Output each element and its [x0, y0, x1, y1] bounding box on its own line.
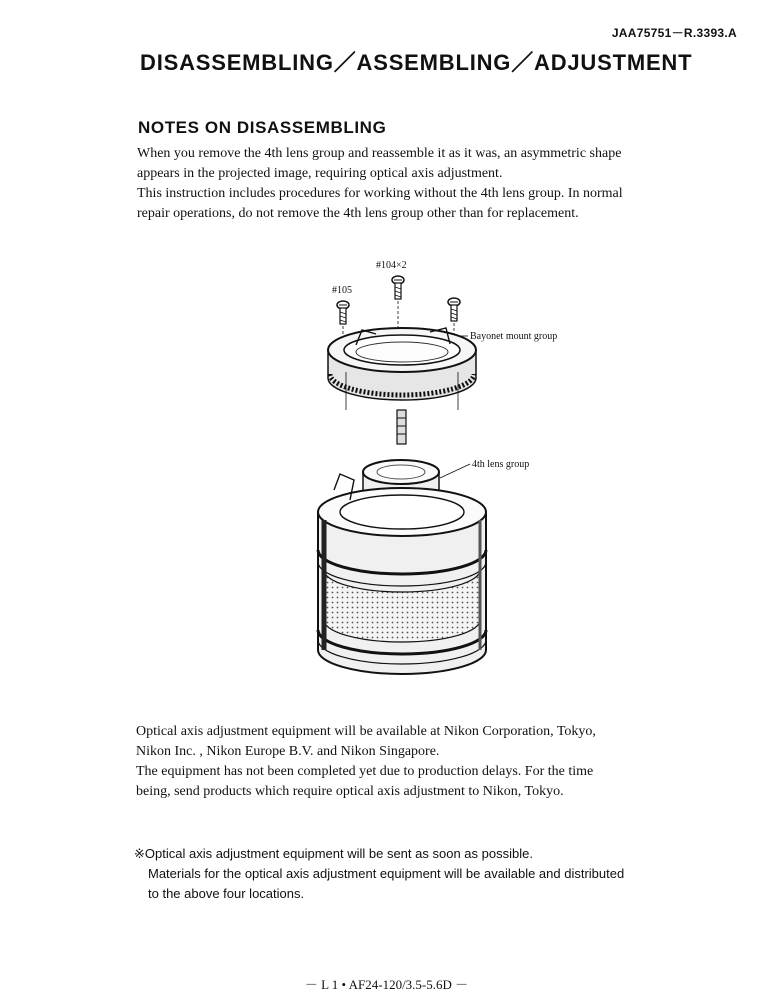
note-line-3: to the above four locations. — [148, 886, 305, 901]
availability-line-3: The equipment has not been completed yet due to production delays. For the time — [136, 764, 594, 779]
page-footer: － L 1 • AF24-120/3.5-5.6D － — [304, 977, 469, 992]
notes-line-1: When you remove the 4th lens group and reassemble it as it was, an asymmetric shape — [137, 146, 622, 161]
screw-104-center — [392, 276, 404, 336]
notes-line-3: This instruction includes procedures for working without the 4th lens group. In normal — [137, 186, 623, 201]
bayonet-mount-ring — [328, 328, 476, 444]
lens-disassembly-diagram — [290, 250, 610, 690]
lens-barrel — [318, 474, 486, 674]
notes-body — [137, 144, 747, 224]
availability-body — [136, 722, 736, 802]
note-line-2: Materials for the optical axis adjustment equipment will be available and distributed — [148, 866, 625, 881]
note-body — [134, 844, 754, 904]
document-code: JAA75751－R.3393.A — [611, 26, 737, 40]
notes-heading: NOTES ON DISASSEMBLING — [138, 118, 387, 137]
availability-line-4: being, send products which require optical axis adjustment to Nikon, Tokyo. — [136, 784, 564, 799]
page-title: DISASSEMBLING／ASSEMBLING／ADJUSTMENT — [140, 50, 693, 75]
label-screw-104: #104×2 — [376, 260, 407, 271]
label-screw-105: #105 — [332, 285, 352, 296]
availability-line-1: Optical axis adjustment equipment will be available at Nikon Corporation, Tokyo, — [136, 724, 596, 739]
note-line-1: ※Optical axis adjustment equipment will be sent as soon as possible. — [134, 846, 533, 861]
availability-line-2: Nikon Inc. , Nikon Europe B.V. and Nikon Singapore. — [136, 744, 440, 759]
label-4th-lens-group: 4th lens group — [472, 459, 530, 470]
label-bayonet-mount-group: Bayonet mount group — [470, 331, 558, 342]
notes-line-4: repair operations, do not remove the 4th lens group other than for replacement. — [137, 206, 579, 221]
notes-line-2: appears in the projected image, requiring optical axis adjustment. — [137, 166, 503, 181]
